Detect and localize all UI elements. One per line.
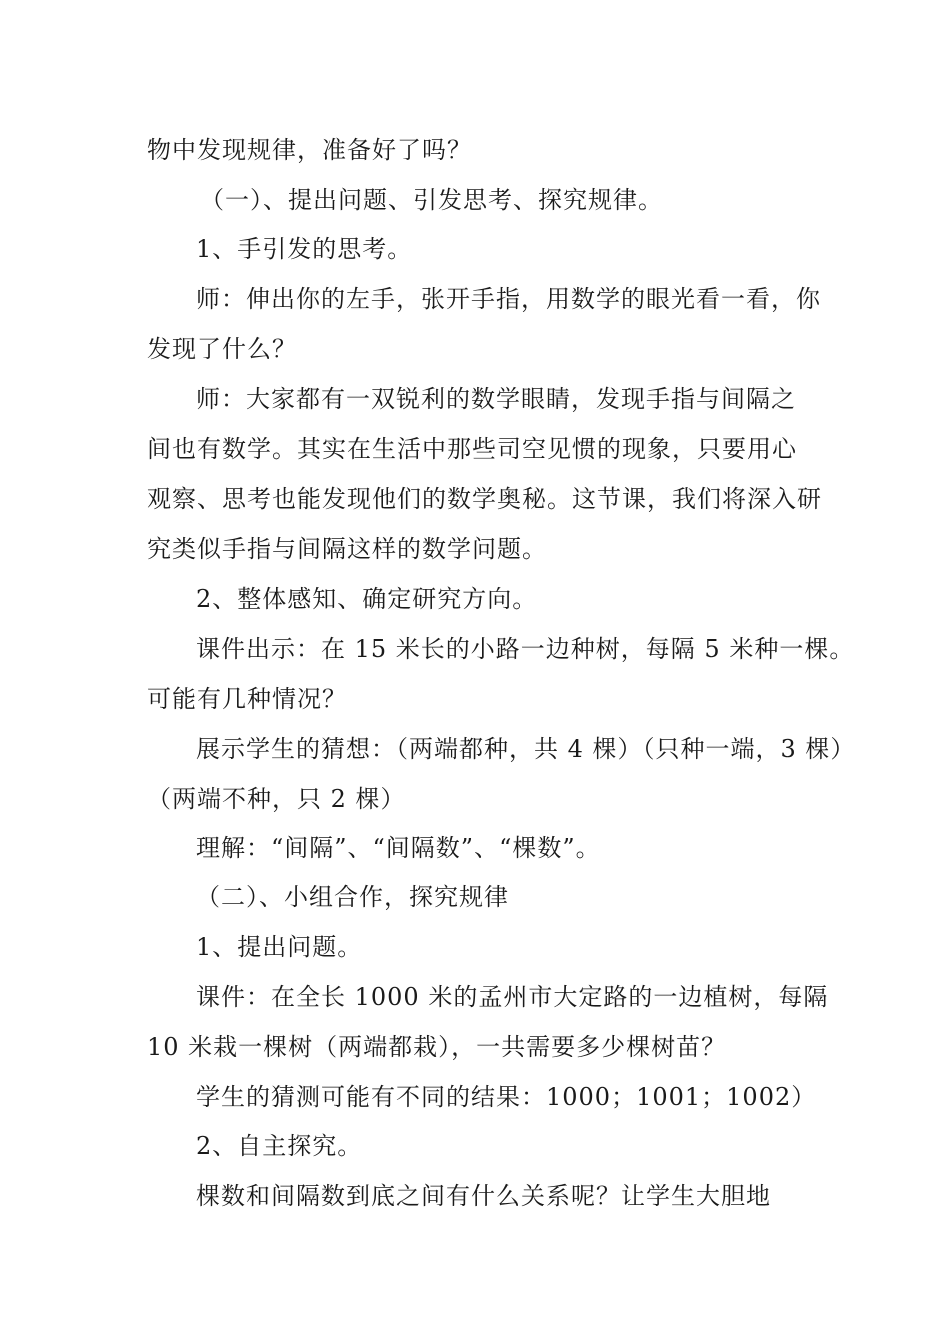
section-heading: （二）、小组合作，探究规律 xyxy=(196,883,509,911)
text-line: 师：大家都有一双锐利的数学眼睛，发现手指与间隔之 xyxy=(196,385,796,413)
text-line: 10 米栽一棵树（两端都栽），一共需要多少棵树苗？ xyxy=(147,1033,727,1061)
text-line: 学生的猜测可能有不同的结果：1000；1001；1002） xyxy=(196,1083,817,1111)
text-line: 展示学生的猜想：（两端都种，共 4 棵）（只种一端，3 棵） xyxy=(196,735,856,763)
section-heading: （一）、提出问题、引发思考、探究规律。 xyxy=(200,186,663,214)
text-line: 物中发现规律，准备好了吗？ xyxy=(147,136,472,164)
text-line: 间也有数学。其实在生活中那些司空见惯的现象，只要用心 xyxy=(147,435,797,463)
text-line: 棵数和间隔数到底之间有什么关系呢？让学生大胆地 xyxy=(196,1182,771,1210)
text-line: 究类似手指与间隔这样的数学问题。 xyxy=(147,535,547,563)
text-line: 理解：“间隔”、“间隔数”、“棵数”。 xyxy=(196,834,601,862)
text-line: （两端不种，只 2 棵） xyxy=(147,785,406,813)
text-line: 师：伸出你的左手，张开手指，用数学的眼光看一看，你 xyxy=(196,285,821,313)
text-line: 可能有几种情况？ xyxy=(147,685,347,713)
text-line: 课件：在全长 1000 米的孟州市大定路的一边植树，每隔 xyxy=(196,983,829,1011)
subsection-heading: 1、手引发的思考。 xyxy=(196,235,413,263)
subsection-heading: 2、整体感知、确定研究方向。 xyxy=(196,585,538,613)
subsection-heading: 1、提出问题。 xyxy=(196,933,363,961)
text-line: 课件出示：在 15 米长的小路一边种树，每隔 5 米种一棵。 xyxy=(196,635,855,663)
subsection-heading: 2、自主探究。 xyxy=(196,1132,363,1160)
text-line: 观察、思考也能发现他们的数学奥秘。这节课，我们将深入研 xyxy=(147,485,822,513)
text-line: 发现了什么？ xyxy=(147,335,297,363)
